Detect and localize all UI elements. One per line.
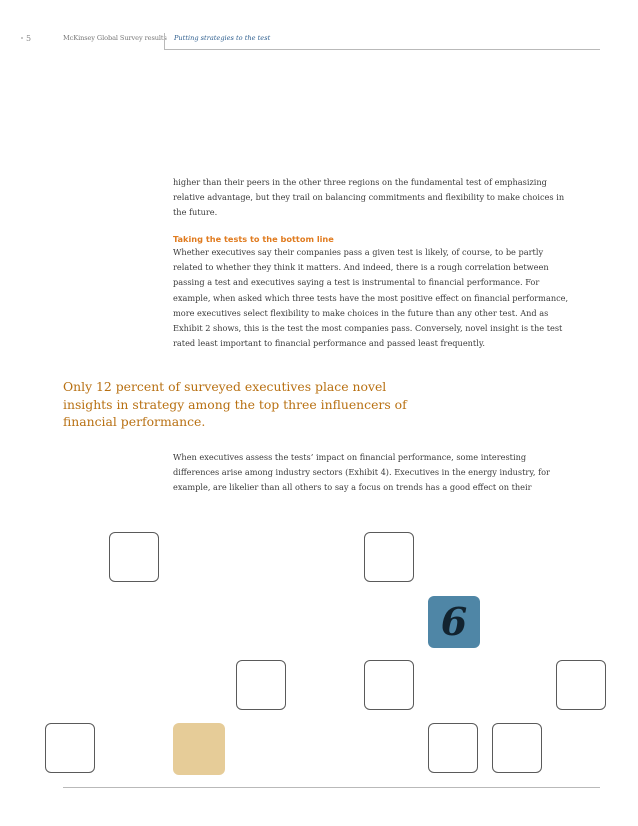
body-paragraph-2: Whether executives say their companies pass a given test is likely, of course, to be partly related to whether they think it matters. And indeed, there is a rough correlation between passing a test and executives saying a test is instrumental to financial performance. For example, when asked which three tests have the most positive effect on financial performance, more executives select flexibility to make choices in the future than any other test. And as Exhibit 2 shows, this is the test the most companies pass. Conversely, novel insight is the test rated least important to financial performance and passed least frequently. bbox=[173, 247, 569, 349]
header-dot bbox=[21, 37, 23, 39]
body-paragraph-3: When executives assess the tests’ impact on financial performance, some interesting differences arise among industry sectors (Exhibit 4). Executives in the energy industry, for example, are likelier than all others to say a focus on trends has a good effect on their bbox=[173, 452, 550, 493]
footer-rule bbox=[63, 787, 600, 788]
subheading: Taking the tests to the bottom line bbox=[173, 234, 334, 244]
decorative-tile bbox=[364, 532, 414, 582]
decorative-tile bbox=[109, 532, 159, 582]
body-paragraph-1: higher than their peers in the other three regions on the fundamental test of emphasizing relative advantage, but they trail on balancing commitments and flexibility to make choices in the future. bbox=[173, 177, 565, 218]
page-number: 5 bbox=[26, 34, 32, 43]
survey-title: McKinsey Global Survey results bbox=[63, 34, 167, 42]
paper-texture-tile bbox=[173, 723, 225, 775]
decorative-tile bbox=[45, 723, 95, 773]
decorative-tile bbox=[236, 660, 286, 710]
decorative-tile bbox=[556, 660, 606, 710]
section-title: Putting strategies to the test bbox=[174, 34, 271, 42]
number-six-tile bbox=[428, 596, 480, 648]
decorative-tile bbox=[428, 723, 478, 773]
decorative-tile bbox=[364, 660, 414, 710]
number-six-glyph: 6 bbox=[440, 599, 468, 644]
pull-quote: Only 12 percent of surveyed executives place novel insights in strategy among the top three influencers of financial performance. bbox=[63, 379, 407, 429]
decorative-tile bbox=[492, 723, 542, 773]
